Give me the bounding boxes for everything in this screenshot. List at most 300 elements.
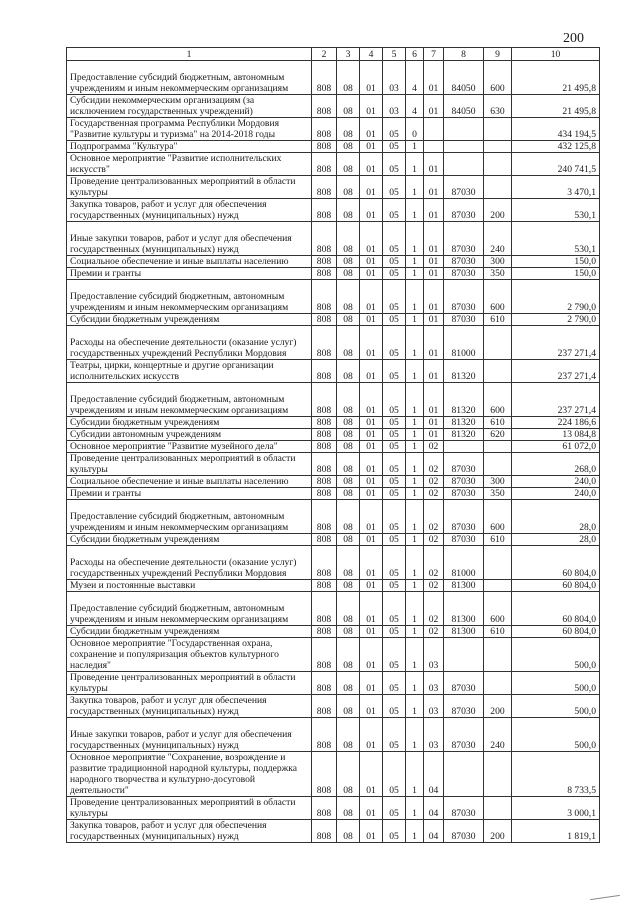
code-type: 610 xyxy=(484,314,512,326)
code-subprogram: 1 xyxy=(406,500,424,534)
code-subprogram: 1 xyxy=(406,256,424,268)
code-program: 05 xyxy=(383,314,406,326)
code-section: 08 xyxy=(337,141,360,153)
code-type xyxy=(484,672,512,695)
code-type: 350 xyxy=(484,268,512,280)
amount: 61 072,0 xyxy=(512,441,600,453)
code-subsection: 01 xyxy=(360,626,383,638)
code-event: 02 xyxy=(424,441,444,453)
code-type xyxy=(484,441,512,453)
code-direction: 81000 xyxy=(444,546,484,580)
code-subsection: 01 xyxy=(360,453,383,476)
code-event: 02 xyxy=(424,453,444,476)
code-direction: 87030 xyxy=(444,820,484,843)
row-name: Проведение централизованных мероприятий в области культуры xyxy=(67,672,312,695)
code-direction xyxy=(444,638,484,672)
amount: 21 495,8 xyxy=(512,61,600,95)
row-name: Иные закупки товаров, работ и услуг для обеспечения государственных (муниципальных) нужд xyxy=(67,222,312,256)
code-section: 08 xyxy=(337,199,360,222)
row-name: Премии и гранты xyxy=(67,268,312,280)
code-subsection: 01 xyxy=(360,476,383,488)
table-row xyxy=(67,141,600,153)
code-type: 600 xyxy=(484,383,512,417)
code-subsection: 01 xyxy=(360,61,383,95)
page-number: 200 xyxy=(563,31,584,46)
amount: 224 186,6 xyxy=(512,417,600,429)
code-direction: 87030 xyxy=(444,672,484,695)
code-program: 05 xyxy=(383,592,406,626)
code-type: 610 xyxy=(484,626,512,638)
code-section: 08 xyxy=(337,360,360,383)
code-direction: 87030 xyxy=(444,268,484,280)
code-event: 02 xyxy=(424,534,444,546)
code-type xyxy=(484,580,512,592)
code-type xyxy=(484,360,512,383)
budget-table xyxy=(66,47,600,843)
code-type: 200 xyxy=(484,695,512,718)
code-subprogram: 1 xyxy=(406,383,424,417)
column-header: 8 xyxy=(444,48,484,61)
code-direction: 87030 xyxy=(444,695,484,718)
code-section: 08 xyxy=(337,176,360,199)
row-name: Иные закупки товаров, работ и услуг для обеспечения государственных (муниципальных) нужд xyxy=(67,718,312,752)
code-section: 08 xyxy=(337,429,360,441)
code-section: 08 xyxy=(337,61,360,95)
code-section: 08 xyxy=(337,500,360,534)
table-row xyxy=(67,118,600,141)
code-admin: 808 xyxy=(312,718,337,752)
amount: 28,0 xyxy=(512,534,600,546)
column-header: 4 xyxy=(360,48,383,61)
code-subprogram: 1 xyxy=(406,592,424,626)
code-subprogram: 1 xyxy=(406,638,424,672)
table-row xyxy=(67,61,600,95)
table-row xyxy=(67,453,600,476)
amount: 13 084,8 xyxy=(512,429,600,441)
amount: 500,0 xyxy=(512,718,600,752)
code-event: 01 xyxy=(424,176,444,199)
table-row xyxy=(67,626,600,638)
table-row xyxy=(67,476,600,488)
code-event: 02 xyxy=(424,626,444,638)
code-event: 01 xyxy=(424,429,444,441)
code-subsection: 01 xyxy=(360,695,383,718)
column-header: 2 xyxy=(312,48,337,61)
table-row xyxy=(67,222,600,256)
code-direction xyxy=(444,441,484,453)
table-row xyxy=(67,153,600,176)
code-program: 05 xyxy=(383,752,406,797)
table-row xyxy=(67,429,600,441)
code-direction: 81320 xyxy=(444,383,484,417)
table-row xyxy=(67,256,600,268)
amount: 1 819,1 xyxy=(512,820,600,843)
code-event: 01 xyxy=(424,360,444,383)
code-subsection: 01 xyxy=(360,141,383,153)
row-name: Социальное обеспечение и иные выплаты населению xyxy=(67,476,312,488)
amount: 432 125,8 xyxy=(512,141,600,153)
column-header: 1 xyxy=(67,48,312,61)
code-section: 08 xyxy=(337,626,360,638)
amount: 500,0 xyxy=(512,695,600,718)
code-type: 600 xyxy=(484,280,512,314)
table-row xyxy=(67,672,600,695)
code-section: 08 xyxy=(337,534,360,546)
table-row xyxy=(67,718,600,752)
code-direction: 87030 xyxy=(444,453,484,476)
code-admin: 808 xyxy=(312,95,337,118)
code-event: 01 xyxy=(424,383,444,417)
code-subsection: 01 xyxy=(360,592,383,626)
code-program: 05 xyxy=(383,797,406,820)
code-subsection: 01 xyxy=(360,820,383,843)
row-name: Закупка товаров, работ и услуг для обеспечения государственных (муниципальных) нужд xyxy=(67,695,312,718)
amount: 3 470,1 xyxy=(512,176,600,199)
code-event xyxy=(424,141,444,153)
code-type: 200 xyxy=(484,199,512,222)
column-header: 3 xyxy=(337,48,360,61)
code-section: 08 xyxy=(337,417,360,429)
code-subprogram: 1 xyxy=(406,752,424,797)
row-name: Подпрограмма "Культура" xyxy=(67,141,312,153)
row-name: Основное мероприятие "Развитие исполнительских искусств" xyxy=(67,153,312,176)
code-section: 08 xyxy=(337,95,360,118)
code-program: 05 xyxy=(383,141,406,153)
code-admin: 808 xyxy=(312,752,337,797)
code-section: 08 xyxy=(337,695,360,718)
code-event: 02 xyxy=(424,592,444,626)
code-program: 05 xyxy=(383,417,406,429)
code-type xyxy=(484,638,512,672)
code-type xyxy=(484,453,512,476)
code-program: 05 xyxy=(383,638,406,672)
code-admin: 808 xyxy=(312,360,337,383)
code-event xyxy=(424,118,444,141)
code-subsection: 01 xyxy=(360,314,383,326)
code-admin: 808 xyxy=(312,820,337,843)
code-direction: 81320 xyxy=(444,429,484,441)
code-subsection: 01 xyxy=(360,360,383,383)
code-section: 08 xyxy=(337,546,360,580)
code-admin: 808 xyxy=(312,199,337,222)
code-admin: 808 xyxy=(312,488,337,500)
code-event: 01 xyxy=(424,417,444,429)
code-event: 01 xyxy=(424,153,444,176)
amount: 434 194,5 xyxy=(512,118,600,141)
code-admin: 808 xyxy=(312,626,337,638)
table-row xyxy=(67,500,600,534)
amount: 2 790,0 xyxy=(512,314,600,326)
code-section: 08 xyxy=(337,638,360,672)
amount: 237 271,4 xyxy=(512,360,600,383)
code-direction: 81320 xyxy=(444,360,484,383)
code-section: 08 xyxy=(337,488,360,500)
code-subsection: 01 xyxy=(360,546,383,580)
code-admin: 808 xyxy=(312,500,337,534)
code-subsection: 01 xyxy=(360,153,383,176)
code-section: 08 xyxy=(337,256,360,268)
code-type xyxy=(484,546,512,580)
code-type xyxy=(484,797,512,820)
code-admin: 808 xyxy=(312,546,337,580)
row-name: Музеи и постоянные выставки xyxy=(67,580,312,592)
table-row xyxy=(67,695,600,718)
code-section: 08 xyxy=(337,326,360,360)
code-admin: 808 xyxy=(312,314,337,326)
code-event: 03 xyxy=(424,718,444,752)
code-section: 08 xyxy=(337,118,360,141)
table-row xyxy=(67,534,600,546)
code-subprogram: 1 xyxy=(406,476,424,488)
code-event: 01 xyxy=(424,222,444,256)
table-row xyxy=(67,314,600,326)
code-event: 04 xyxy=(424,797,444,820)
amount: 500,0 xyxy=(512,672,600,695)
code-direction xyxy=(444,153,484,176)
code-admin: 808 xyxy=(312,695,337,718)
code-program: 05 xyxy=(383,326,406,360)
code-program: 05 xyxy=(383,429,406,441)
code-subprogram: 1 xyxy=(406,429,424,441)
code-event: 01 xyxy=(424,326,444,360)
code-admin: 808 xyxy=(312,118,337,141)
code-direction: 81300 xyxy=(444,580,484,592)
row-name: Предоставление субсидий бюджетным, автономным учреждениям и иным некоммерческим организациям xyxy=(67,280,312,314)
code-admin: 808 xyxy=(312,592,337,626)
code-section: 08 xyxy=(337,592,360,626)
table-row xyxy=(67,268,600,280)
code-event: 02 xyxy=(424,488,444,500)
row-name: Государственная программа Республики Мордовия "Развитие культуры и туризма" на 2014-2018 годы xyxy=(67,118,312,141)
code-subprogram: 1 xyxy=(406,326,424,360)
row-name: Субсидии бюджетным учреждениям xyxy=(67,534,312,546)
code-admin: 808 xyxy=(312,280,337,314)
code-section: 08 xyxy=(337,314,360,326)
code-direction: 87030 xyxy=(444,534,484,546)
code-program: 05 xyxy=(383,672,406,695)
code-type: 600 xyxy=(484,592,512,626)
code-admin: 808 xyxy=(312,797,337,820)
code-section: 08 xyxy=(337,820,360,843)
code-direction: 81000 xyxy=(444,326,484,360)
row-name: Расходы на обеспечение деятельности (оказание услуг) государственных учреждений Республики Мордовия xyxy=(67,326,312,360)
code-direction: 84050 xyxy=(444,61,484,95)
code-subsection: 01 xyxy=(360,638,383,672)
amount: 28,0 xyxy=(512,500,600,534)
row-name: Социальное обеспечение и иные выплаты населению xyxy=(67,256,312,268)
column-header: 5 xyxy=(383,48,406,61)
code-type: 630 xyxy=(484,95,512,118)
code-event: 01 xyxy=(424,95,444,118)
code-subprogram: 1 xyxy=(406,718,424,752)
code-program: 05 xyxy=(383,360,406,383)
code-admin: 808 xyxy=(312,383,337,417)
code-program: 03 xyxy=(383,61,406,95)
code-subsection: 01 xyxy=(360,580,383,592)
code-section: 08 xyxy=(337,383,360,417)
amount: 237 271,4 xyxy=(512,383,600,417)
code-event: 01 xyxy=(424,314,444,326)
table-row xyxy=(67,360,600,383)
code-subsection: 01 xyxy=(360,500,383,534)
code-subprogram: 1 xyxy=(406,672,424,695)
code-section: 08 xyxy=(337,476,360,488)
table-row xyxy=(67,638,600,672)
row-name: Субсидии некоммерческим организациям (за исключением государственных учреждений) xyxy=(67,95,312,118)
code-subsection: 01 xyxy=(360,752,383,797)
table-row xyxy=(67,546,600,580)
row-name: Основное мероприятие "Сохранение, возрождение и развитие традиционной народной культуры, поддержка народного творчества и культурно-досуговой деятельности" xyxy=(67,752,312,797)
code-subsection: 01 xyxy=(360,672,383,695)
column-header: 6 xyxy=(406,48,424,61)
code-event: 02 xyxy=(424,546,444,580)
code-subprogram: 1 xyxy=(406,797,424,820)
code-subsection: 01 xyxy=(360,417,383,429)
amount: 150,0 xyxy=(512,268,600,280)
code-type xyxy=(484,326,512,360)
code-program: 05 xyxy=(383,500,406,534)
row-name: Театры, цирки, концертные и другие организации исполнительских искусств xyxy=(67,360,312,383)
table-row xyxy=(67,752,600,797)
amount: 150,0 xyxy=(512,256,600,268)
row-name: Проведение централизованных мероприятий в области культуры xyxy=(67,176,312,199)
row-name: Основное мероприятие "Государственная охрана, сохранение и популяризация объектов культурного наследия" xyxy=(67,638,312,672)
code-subprogram: 1 xyxy=(406,626,424,638)
code-type: 620 xyxy=(484,429,512,441)
code-event: 01 xyxy=(424,268,444,280)
code-subsection: 01 xyxy=(360,797,383,820)
code-direction xyxy=(444,141,484,153)
code-type: 610 xyxy=(484,417,512,429)
code-admin: 808 xyxy=(312,326,337,360)
code-event: 03 xyxy=(424,672,444,695)
code-direction xyxy=(444,752,484,797)
code-program: 05 xyxy=(383,441,406,453)
code-section: 08 xyxy=(337,441,360,453)
code-subprogram: 0 xyxy=(406,118,424,141)
code-subprogram: 1 xyxy=(406,441,424,453)
row-name: Проведение централизованных мероприятий в области культуры xyxy=(67,797,312,820)
code-program: 05 xyxy=(383,820,406,843)
code-type: 300 xyxy=(484,476,512,488)
code-type xyxy=(484,153,512,176)
code-program: 05 xyxy=(383,546,406,580)
table-row xyxy=(67,95,600,118)
amount: 240 741,5 xyxy=(512,153,600,176)
table-row xyxy=(67,326,600,360)
row-name: Предоставление субсидий бюджетным, автономным учреждениям и иным некоммерческим организациям xyxy=(67,500,312,534)
code-subsection: 01 xyxy=(360,95,383,118)
code-admin: 808 xyxy=(312,429,337,441)
row-name: Закупка товаров, работ и услуг для обеспечения государственных (муниципальных) нужд xyxy=(67,820,312,843)
code-direction: 81320 xyxy=(444,417,484,429)
code-subsection: 01 xyxy=(360,176,383,199)
code-admin: 808 xyxy=(312,672,337,695)
code-section: 08 xyxy=(337,797,360,820)
code-type: 300 xyxy=(484,256,512,268)
code-program: 05 xyxy=(383,256,406,268)
code-subsection: 01 xyxy=(360,326,383,360)
code-section: 08 xyxy=(337,222,360,256)
code-subsection: 01 xyxy=(360,718,383,752)
code-direction xyxy=(444,118,484,141)
row-name: Расходы на обеспечение деятельности (оказание услуг) государственных учреждений Республики Мордовия xyxy=(67,546,312,580)
code-type xyxy=(484,118,512,141)
code-section: 08 xyxy=(337,453,360,476)
code-program: 05 xyxy=(383,153,406,176)
code-admin: 808 xyxy=(312,580,337,592)
code-direction: 87030 xyxy=(444,718,484,752)
amount: 60 804,0 xyxy=(512,626,600,638)
code-type: 240 xyxy=(484,222,512,256)
code-admin: 808 xyxy=(312,441,337,453)
code-event: 01 xyxy=(424,61,444,95)
code-subprogram: 1 xyxy=(406,141,424,153)
row-name: Основное мероприятие "Развитие музейного дела" xyxy=(67,441,312,453)
code-subsection: 01 xyxy=(360,256,383,268)
code-subprogram: 1 xyxy=(406,199,424,222)
code-admin: 808 xyxy=(312,256,337,268)
code-subprogram: 1 xyxy=(406,176,424,199)
table-row xyxy=(67,580,600,592)
code-subsection: 01 xyxy=(360,534,383,546)
code-direction: 87030 xyxy=(444,488,484,500)
code-subsection: 01 xyxy=(360,280,383,314)
code-section: 08 xyxy=(337,752,360,797)
amount: 240,0 xyxy=(512,476,600,488)
table-row xyxy=(67,383,600,417)
code-program: 05 xyxy=(383,718,406,752)
code-admin: 808 xyxy=(312,222,337,256)
code-subprogram: 1 xyxy=(406,546,424,580)
amount: 2 790,0 xyxy=(512,280,600,314)
code-admin: 808 xyxy=(312,153,337,176)
code-section: 08 xyxy=(337,268,360,280)
amount: 530,1 xyxy=(512,222,600,256)
code-program: 05 xyxy=(383,534,406,546)
row-name: Субсидии автономным учреждениям xyxy=(67,429,312,441)
code-direction: 87030 xyxy=(444,476,484,488)
code-subsection: 01 xyxy=(360,118,383,141)
code-program: 05 xyxy=(383,118,406,141)
code-program: 05 xyxy=(383,695,406,718)
code-subsection: 01 xyxy=(360,488,383,500)
code-subsection: 01 xyxy=(360,268,383,280)
code-subsection: 01 xyxy=(360,429,383,441)
row-name: Субсидии бюджетным учреждениям xyxy=(67,626,312,638)
table-row xyxy=(67,488,600,500)
code-admin: 808 xyxy=(312,268,337,280)
code-program: 03 xyxy=(383,95,406,118)
code-direction: 87030 xyxy=(444,314,484,326)
code-type xyxy=(484,752,512,797)
row-name: Премии и гранты xyxy=(67,488,312,500)
table-row xyxy=(67,797,600,820)
code-subprogram: 1 xyxy=(406,580,424,592)
scan-mark xyxy=(590,895,620,900)
code-type: 350 xyxy=(484,488,512,500)
code-subprogram: 1 xyxy=(406,153,424,176)
table-body xyxy=(67,61,600,843)
code-event: 04 xyxy=(424,752,444,797)
amount: 237 271,4 xyxy=(512,326,600,360)
code-program: 05 xyxy=(383,626,406,638)
code-type xyxy=(484,141,512,153)
code-type xyxy=(484,176,512,199)
amount: 500,0 xyxy=(512,638,600,672)
code-subprogram: 1 xyxy=(406,280,424,314)
code-subprogram: 1 xyxy=(406,534,424,546)
